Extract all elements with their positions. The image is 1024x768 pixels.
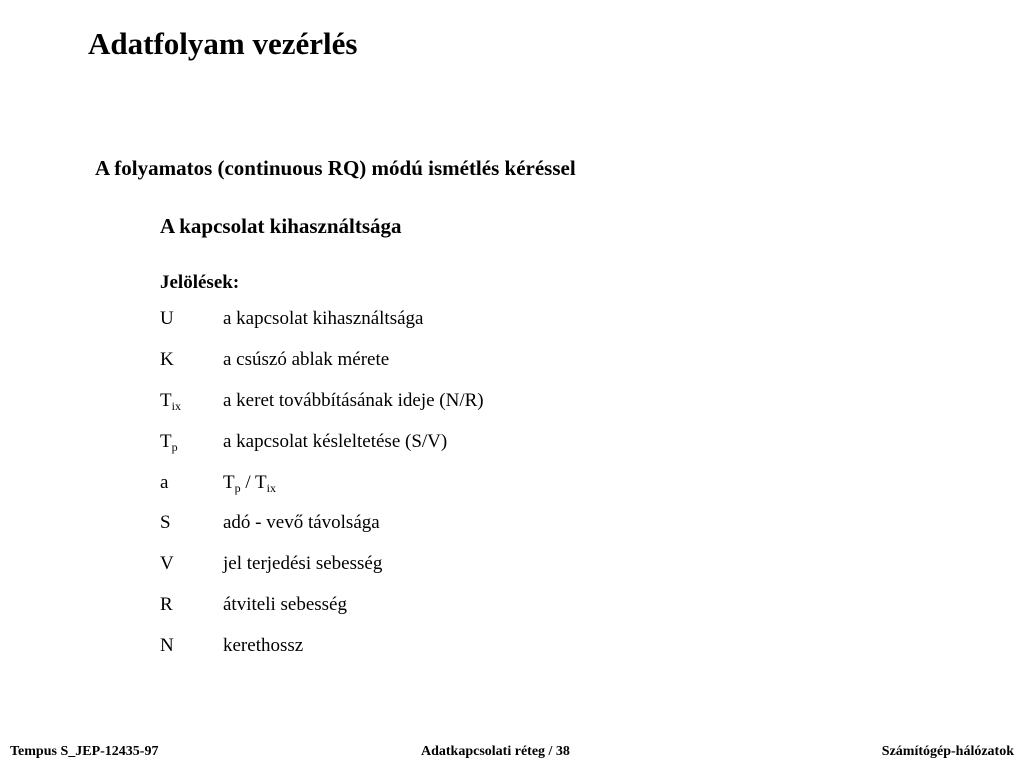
formula-subscript: p — [234, 480, 241, 495]
notation-description: jel terjedési sebesség — [223, 553, 383, 575]
footer-chapter-page: Adatkapcsolati réteg / 38 — [421, 744, 570, 759]
symbol-base: T — [160, 430, 172, 452]
symbol-base: T — [160, 389, 172, 411]
notation-description: a csúszó ablak mérete — [223, 348, 390, 370]
formula-subscript: ix — [266, 480, 276, 495]
section-heading: A kapcsolat kihasználtsága — [160, 214, 402, 238]
legend-heading: Jelölések: — [160, 272, 240, 293]
notation-description: kerethossz — [223, 635, 304, 657]
formula-part: / T — [240, 471, 267, 493]
notation-description: a kapcsolat kihasználtsága — [223, 308, 424, 329]
notation-description: a keret továbbításának ideje (N/R) — [223, 389, 484, 411]
slide-subtitle: A folyamatos (continuous RQ) módú ismétlés kéréssel — [95, 156, 576, 180]
footer-project-code: Tempus S_JEP-12435-97 — [10, 744, 159, 759]
notation-symbol — [160, 429, 178, 455]
notation-symbol: K — [160, 348, 174, 370]
notation-symbol: U — [160, 308, 174, 329]
notation-symbol: N — [160, 635, 174, 657]
notation-description: átviteli sebesség — [223, 594, 347, 616]
notation-description: a kapcsolat késleltetése (S/V) — [223, 430, 448, 452]
formula-part: T — [223, 471, 235, 493]
notation-symbol: S — [160, 512, 171, 534]
notation-symbol — [160, 388, 181, 414]
notation-symbol: V — [160, 553, 174, 575]
footer-course-title: Számítógép-hálózatok — [881, 744, 1014, 759]
notation-symbol: R — [160, 594, 173, 616]
symbol-subscript: ix — [171, 398, 181, 413]
symbol-subscript: p — [171, 439, 178, 454]
notation-symbol: a — [160, 471, 169, 493]
notation-description-formula — [223, 470, 276, 496]
slide-title: Adatfolyam vezérlés — [88, 26, 358, 61]
notation-description: adó - vevő távolsága — [223, 512, 380, 534]
